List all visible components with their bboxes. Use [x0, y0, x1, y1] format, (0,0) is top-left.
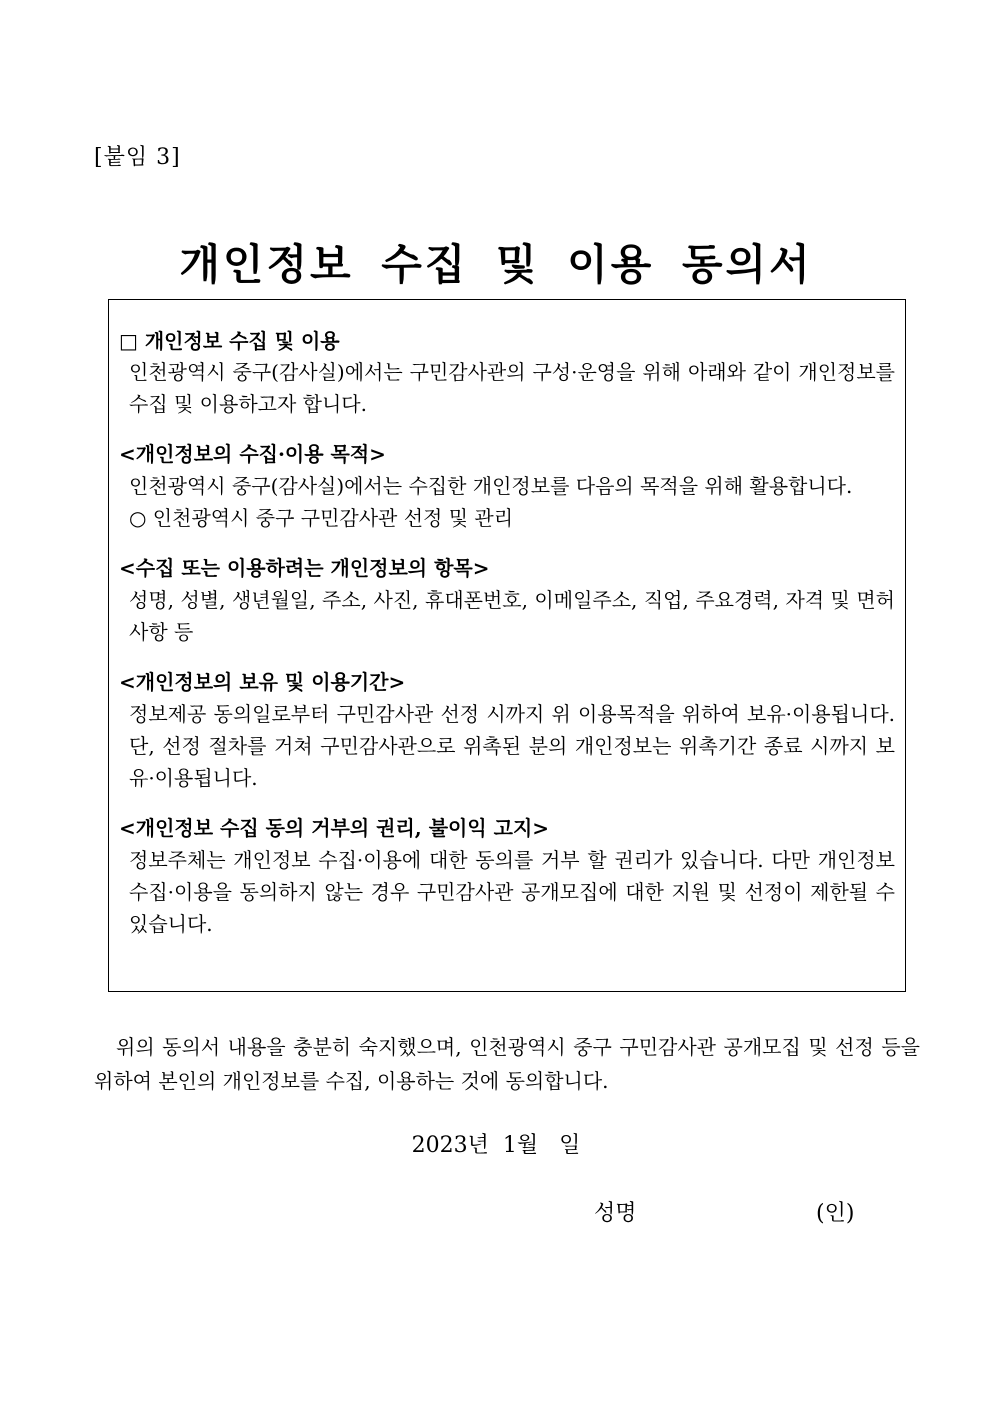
section-body-text: 인천광역시 중구(감사실)에서는 수집한 개인정보를 다음의 목적을 위해 활용합니다.	[129, 474, 853, 498]
section-body: 정보주체는 개인정보 수집·이용에 대한 동의를 거부 할 권리가 있습니다. 다만 개인정보 수집·이용을 동의하지 않는 경우 구민감사관 공개모집에 대한 지원 및 선정이 제한될 수 있습니다.	[129, 848, 895, 936]
section-body	[119, 470, 895, 534]
section-body: 성명, 성별, 생년월일, 주소, 사진, 휴대폰번호, 이메일주소, 직업, 주요경력, 자격 및 면허사항 등	[129, 588, 895, 644]
attachment-label: [붙임 3]	[94, 145, 181, 170]
section-heading: <개인정보의 수집·이용 목적>	[119, 442, 386, 466]
section-refusal-rights	[119, 812, 895, 940]
section-collection-use	[119, 326, 895, 420]
section-heading: □ 개인정보 수집 및 이용	[119, 329, 340, 353]
section-items	[119, 552, 895, 648]
section-heading: <수집 또는 이용하려는 개인정보의 항목>	[119, 556, 490, 580]
section-body: 인천광역시 중구(감사실)에서는 구민감사관의 구성·운영을 위해 아래와 같이 개인정보를 수집 및 이용하고자 합니다.	[129, 360, 895, 416]
name-label: 성명	[594, 1201, 637, 1226]
section-purpose	[119, 438, 895, 534]
section-heading: <개인정보의 보유 및 이용기간>	[119, 670, 406, 694]
consent-content-box	[108, 299, 906, 992]
section-body: 정보제공 동의일로부터 구민감사관 선정 시까지 위 이용목적을 위하여 보유·이용됩니다. 단, 선정 절차를 거쳐 구민감사관으로 위촉된 분의 개인정보는 위촉기간 종료 시까지 보유·이용됩니다.	[129, 702, 895, 790]
agreement-statement: 위의 동의서 내용을 충분히 숙지했으며, 인천광역시 중구 구민감사관 공개모집 및 선정 등을 위하여 본인의 개인정보를 수집, 이용하는 것에 동의합니다.	[94, 1035, 920, 1093]
purpose-bullet: ○ 인천광역시 중구 구민감사관 선정 및 관리	[129, 506, 514, 530]
section-retention	[119, 666, 895, 794]
date-line: 2023년 1월 일	[411, 1133, 581, 1158]
seal-label: (인)	[816, 1201, 855, 1226]
section-heading: <개인정보 수집 동의 거부의 권리, 불이익 고지>	[119, 816, 550, 840]
document-title: 개인정보 수집 및 이용 동의서	[179, 240, 813, 289]
